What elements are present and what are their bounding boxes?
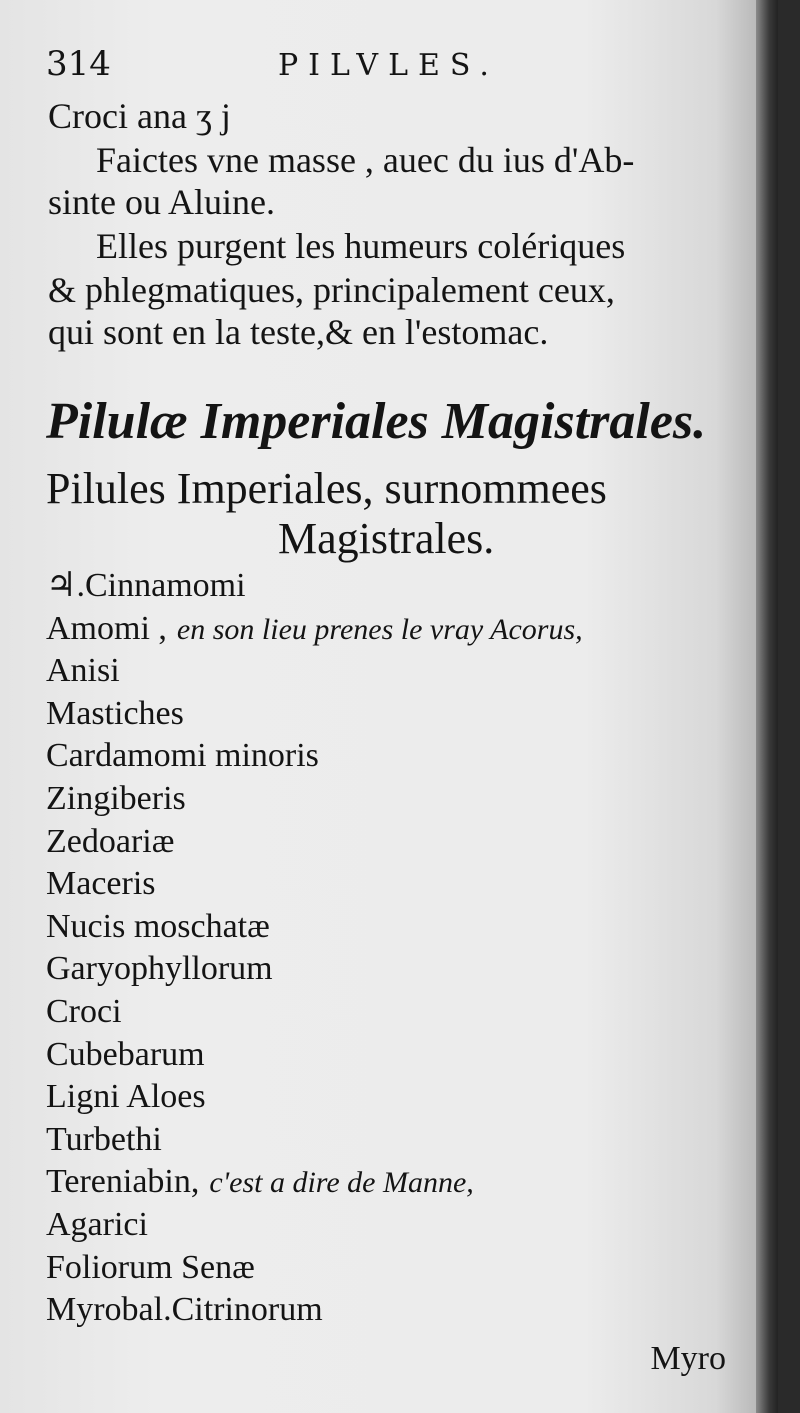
ingredient-name: Myrobal.Citrinorum bbox=[46, 1291, 323, 1329]
ingredient-name: Anisi bbox=[46, 652, 120, 690]
ingredient-name: Zingiberis bbox=[46, 780, 186, 817]
ingredient-line bbox=[46, 1120, 162, 1160]
ingredient-line bbox=[46, 1205, 148, 1245]
page-header bbox=[46, 44, 736, 84]
ingredient-line bbox=[46, 1290, 323, 1330]
ingredient-name: Garyophyllorum bbox=[46, 950, 273, 988]
ingredient-line bbox=[46, 907, 270, 947]
ingredient-line bbox=[46, 651, 120, 691]
ingredient-line bbox=[46, 949, 273, 989]
ingredient-line bbox=[46, 566, 246, 606]
ingredient-line bbox=[46, 694, 184, 734]
ingredient-name: Amomi , bbox=[46, 609, 167, 647]
ingredient-name: Croci bbox=[46, 993, 122, 1030]
ingredient-line bbox=[46, 736, 319, 776]
running-title: PILVLES. bbox=[278, 48, 499, 83]
ingredient-line bbox=[46, 1077, 206, 1117]
text-line: sinte ou Aluine. bbox=[48, 182, 275, 222]
page-number: 314 bbox=[46, 44, 111, 84]
french-section-title: Pilules Imperiales, surnommees bbox=[46, 464, 607, 513]
ingredient-note: c'est a dire de Manne, bbox=[209, 1166, 474, 1200]
ingredient-line bbox=[46, 822, 174, 862]
ingredient-name: Turbethi bbox=[46, 1120, 162, 1158]
ingredient-line bbox=[46, 1035, 205, 1075]
ingredient-line bbox=[46, 779, 186, 819]
ingredient-name: Cardamomi minoris bbox=[46, 737, 319, 775]
ingredient-line bbox=[46, 609, 583, 650]
ingredient-line bbox=[46, 1162, 474, 1203]
ingredient-name: Nucis moschatæ bbox=[46, 907, 270, 945]
ingredient-name: Tereniabin, bbox=[46, 1163, 200, 1201]
text-line: Faictes vne masse , auec du ius d'Ab- bbox=[96, 140, 635, 180]
ingredient-name: Cubebarum bbox=[46, 1035, 205, 1073]
binding-shadow bbox=[756, 0, 778, 1413]
text-line: & phlegmatiques, principalement ceux, bbox=[48, 270, 615, 310]
ingredient-line bbox=[46, 1248, 255, 1288]
ingredient-line bbox=[46, 992, 122, 1032]
text-line: qui sont en la teste,& en l'estomac. bbox=[48, 312, 549, 352]
ingredient-name: Agarici bbox=[46, 1206, 148, 1243]
ingredient-name: Foliorum Senæ bbox=[46, 1248, 255, 1286]
ingredient-name: ♃.Cinnamomi bbox=[46, 567, 246, 604]
ingredient-note: en son lieu prenes le vray Acorus, bbox=[176, 612, 583, 646]
ingredient-name: Ligni Aloes bbox=[46, 1078, 206, 1116]
catchword: Myro bbox=[650, 1340, 726, 1377]
text-line: Elles purgent les humeurs colériques bbox=[96, 226, 626, 266]
ingredient-name: Zedoariæ bbox=[46, 822, 175, 860]
ingredient-line bbox=[46, 864, 156, 904]
latin-section-title: Pilulæ Imperiales Magistrales. bbox=[46, 393, 707, 450]
ingredient-name: Maceris bbox=[46, 865, 156, 903]
french-section-title-cont: Magistrales. bbox=[278, 514, 495, 563]
ingredient-name: Mastiches bbox=[46, 694, 184, 732]
text-line: Croci ana ʒ j bbox=[48, 96, 231, 136]
